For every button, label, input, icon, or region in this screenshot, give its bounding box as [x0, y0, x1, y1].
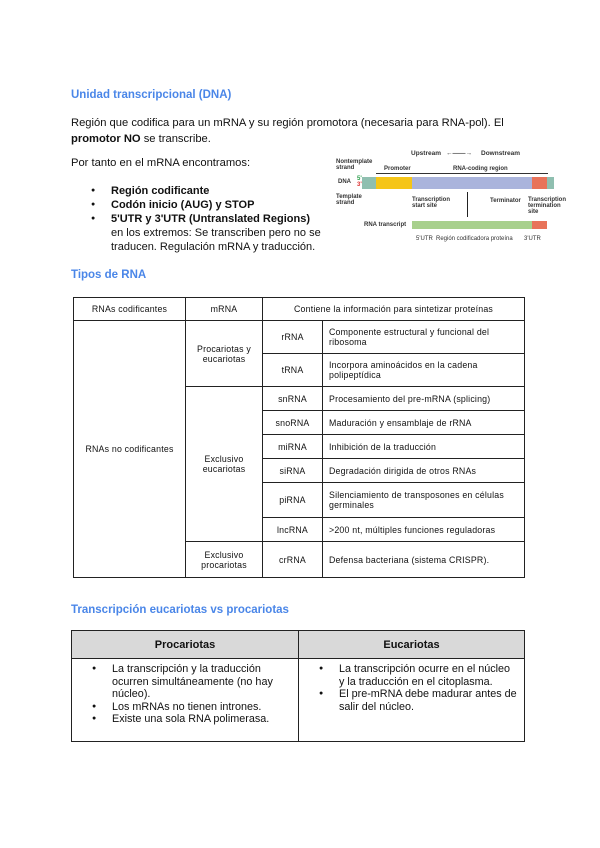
three-prime-label: 3': [357, 182, 362, 188]
dna-flank-right: [547, 177, 554, 189]
cell-group-label: Exclusivo procariotas: [186, 542, 263, 578]
list-item: [91, 198, 331, 212]
transcription-arrow-icon: [467, 192, 468, 217]
cell-rna-name: miRNA: [263, 435, 323, 459]
list-item: ● Existe una sola RNA polimerasa.: [92, 713, 292, 726]
template-label: Template strand: [336, 194, 362, 206]
cell-noncoding-label: RNAs no codificantes: [74, 321, 186, 578]
table-row: [74, 298, 525, 321]
dna-flank-left: [362, 177, 376, 189]
intro-text: Región que codifica para un mRNA y su región promotora (necesaria para RNA-pol). El: [71, 117, 504, 129]
comparison-table: [71, 630, 525, 742]
bullet-text: en los extremos: Se transcriben pero no se traducen. Regulación mRNA y traducción.: [111, 227, 321, 253]
cell-rna-desc: >200 nt, múltiples funciones reguladoras: [323, 518, 525, 542]
transcript-bar: [412, 221, 532, 229]
cell-rna-name: piRNA: [263, 483, 323, 518]
heading-unidad-transcripcional: Unidad transcripcional (DNA): [71, 89, 232, 101]
cell-rna-desc: Degradación dirigida de otros RNAs: [323, 459, 525, 483]
promoter-bar: [376, 177, 412, 189]
utr3-label: 3'UTR: [524, 236, 541, 242]
upstream-label: Upstream: [411, 150, 441, 157]
cell-eucariotas: [299, 659, 525, 742]
bullet-bold: 5'UTR y 3'UTR (Untranslated Regions): [111, 213, 310, 225]
table-row: [72, 659, 525, 742]
region-bracket: [376, 173, 548, 174]
mrna-components-list: [91, 184, 331, 254]
downstream-label: Downstream: [481, 150, 521, 157]
cell-rna-desc: Inhibición de la traducción: [323, 435, 525, 459]
terminator-bar: [532, 177, 547, 189]
cell-mrna-desc: Contiene la información para sintetizar proteínas: [263, 298, 525, 321]
promoter-label: Promoter: [384, 166, 411, 172]
cell-coding-label: RNAs codificantes: [74, 298, 186, 321]
cell-rna-name: crRNA: [263, 542, 323, 578]
list-item: [91, 212, 331, 254]
table-row: [74, 321, 525, 354]
cell-rna-name: rRNA: [263, 321, 323, 354]
eucariotas-list: [319, 663, 518, 713]
utr5-label: 5'UTR: [416, 236, 433, 242]
intro-text-end: se transcribe.: [140, 133, 211, 145]
cell-rna-desc: Defensa bacteriana (sistema CRISPR).: [323, 542, 525, 578]
bullet-bold: Codón inicio (AUG) y STOP: [111, 199, 255, 211]
cell-group-label: Exclusivo eucariotas: [186, 387, 263, 542]
start-site-label: Transcription start site: [412, 197, 451, 209]
header-procariotas: Procariotas: [72, 631, 299, 659]
header-eucariotas: Eucariotas: [299, 631, 525, 659]
cell-rna-name: snRNA: [263, 387, 323, 411]
rna-types-table: [73, 297, 525, 578]
cell-rna-name: lncRNA: [263, 518, 323, 542]
coding-region-bar: [412, 177, 532, 189]
rna-transcript-label: RNA transcript: [364, 222, 407, 228]
cell-rna-desc: Componente estructural y funcional del ribosoma: [323, 321, 525, 354]
direction-arrow-icon: ←——→: [446, 150, 472, 157]
cell-rna-name: siRNA: [263, 459, 323, 483]
dna-label: DNA: [338, 179, 351, 185]
table-header-row: [72, 631, 525, 659]
list-item: ● El pre-mRNA debe madurar antes de salir del núcleo.: [319, 688, 518, 713]
cell-rna-name: tRNA: [263, 354, 323, 387]
cell-rna-desc: Silenciamiento de transposones en células germinales: [323, 483, 525, 518]
cell-rna-desc: Procesamiento del pre-mRNA (splicing): [323, 387, 525, 411]
list-item: ● Los mRNAs no tienen intrones.: [92, 701, 292, 714]
intro-paragraph: [71, 115, 531, 147]
heading-transcripcion-comparacion: Transcripción eucariotas vs procariotas: [71, 604, 289, 616]
procariotas-list: [92, 663, 292, 726]
terminator-label: Terminator: [490, 198, 521, 204]
heading-tipos-rna: Tipos de RNA: [71, 269, 147, 281]
coding-region-label: RNA-coding region: [453, 166, 508, 172]
mrna-intro: Por tanto en el mRNA encontramos:: [71, 157, 251, 169]
cell-procariotas: [72, 659, 299, 742]
cell-rna-name: snoRNA: [263, 411, 323, 435]
five-prime-label: 5': [357, 176, 362, 182]
list-item: [91, 184, 331, 198]
transcription-unit-diagram: [336, 150, 567, 250]
intro-bold: promotor NO: [71, 133, 141, 145]
cell-mrna: mRNA: [186, 298, 263, 321]
cell-rna-desc: Maduración y ensamblaje de rRNA: [323, 411, 525, 435]
nontemplate-label: Nontemplate strand: [336, 159, 373, 171]
transcript-utr-bar: [532, 221, 547, 229]
termination-site-label: Transcription termination site: [528, 197, 567, 215]
coding-protein-label: Región codificadora proteína: [436, 236, 513, 242]
list-item: ● La transcripción y la traducción ocurren simultáneamente (no hay núcleo).: [92, 663, 292, 701]
list-item: ● La transcripción ocurre en el núcleo y la traducción en el citoplasma.: [319, 663, 518, 688]
cell-rna-desc: Incorpora aminoácidos en la cadena polipeptídica: [323, 354, 525, 387]
cell-group-label: Procariotas y eucariotas: [186, 321, 263, 387]
bullet-bold: Región codificante: [111, 185, 210, 197]
